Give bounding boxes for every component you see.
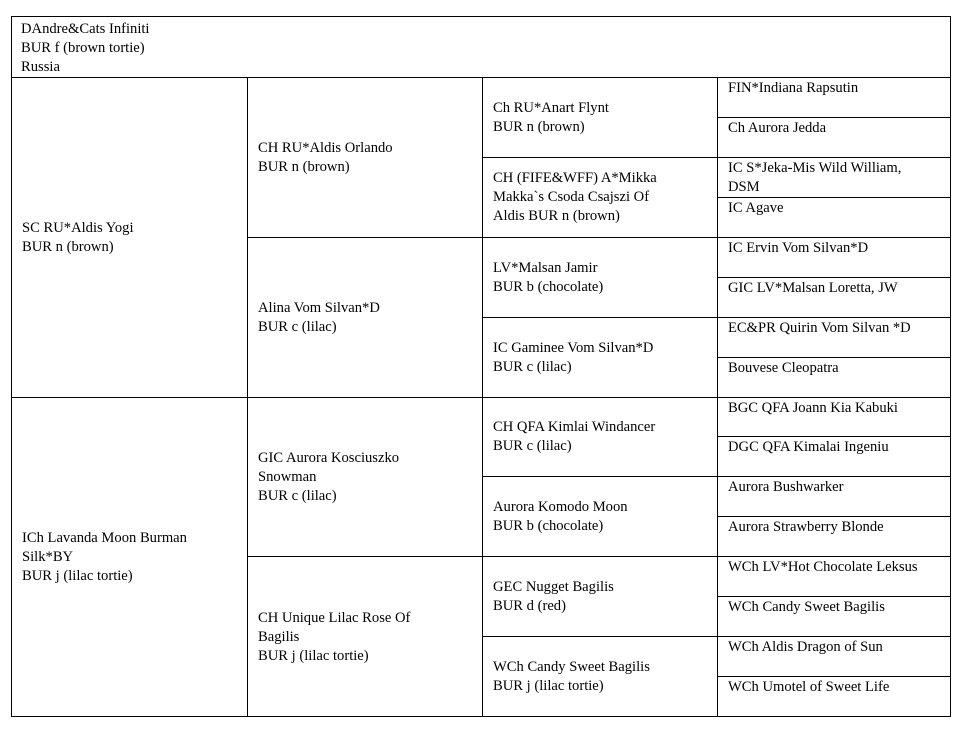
grandparent-line: BUR c (lilac) [258, 487, 337, 504]
subject-cell [11, 16, 951, 77]
great-great-grandparent-line: DGC QFA Kimalai Ingeniu [728, 439, 889, 456]
great-grandparent-line: CH (FIFE&WFF) A*Mikka [493, 170, 657, 187]
great-great-grandparent-line: IC Agave [728, 199, 784, 216]
great-grandparent-line: CH QFA Kimlai Windancer [493, 419, 656, 436]
great-grandparent-line: BUR b (chocolate) [493, 278, 604, 295]
grandparent-line: Snowman [258, 468, 317, 485]
great-great-grandparent-cell [717, 197, 950, 237]
grandparent-line: Bagilis [258, 628, 300, 645]
great-great-grandparent-cell [717, 596, 950, 636]
great-great-grandparent-cell [717, 277, 950, 317]
great-great-grandparent-line: IC S*Jeka-Mis Wild William, [728, 159, 902, 176]
great-grandparent-cell [482, 157, 717, 237]
grandparent-line: CH RU*Aldis Orlando [258, 139, 393, 156]
great-great-grandparent-line: Aurora Bushwarker [728, 479, 844, 496]
grandparent-line: BUR j (lilac tortie) [258, 647, 369, 664]
great-great-grandparent-line: IC Ervin Vom Silvan*D [728, 239, 869, 256]
grandparent-cell [247, 556, 482, 716]
great-great-grandparent-line: Bouvese Cleopatra [728, 359, 839, 376]
great-grandparent-line: BUR c (lilac) [493, 438, 572, 455]
great-grandparent-line: BUR c (lilac) [493, 358, 572, 375]
great-great-grandparent-line: DSM [728, 178, 760, 195]
subject-breed: BUR f (brown tortie) [21, 40, 145, 56]
great-grandparent-line: Aldis BUR n (brown) [493, 208, 620, 225]
parent-line: Silk*BY [22, 548, 74, 565]
great-grandparent-line: BUR d (red) [493, 598, 566, 615]
great-great-grandparent-cell [717, 476, 950, 516]
grandparent-line: Alina Vom Silvan*D [258, 299, 380, 316]
great-great-grandparent-cell [717, 436, 950, 476]
great-grandparent-line: Ch RU*Anart Flynt [493, 99, 609, 116]
great-great-grandparent-line: FIN*Indiana Rapsutin [728, 80, 859, 96]
grandparent-cell [247, 77, 482, 237]
great-great-grandparent-line: WCh Umotel of Sweet Life [728, 679, 890, 696]
great-great-grandparent-cell [717, 157, 950, 197]
great-great-grandparent-line: BGC QFA Joann Kia Kabuki [728, 399, 898, 416]
great-grandparent-cell [482, 556, 717, 636]
parent-line: BUR j (lilac tortie) [22, 567, 133, 584]
great-great-grandparent-line: WCh Aldis Dragon of Sun [728, 639, 883, 656]
great-grandparent-line: GEC Nugget Bagilis [493, 579, 614, 596]
great-great-grandparent-cell [717, 357, 950, 397]
great-great-grandparent-cell [717, 317, 950, 357]
great-grandparent-line: BUR j (lilac tortie) [493, 678, 604, 695]
great-grandparent-cell [482, 476, 717, 556]
grandparent-line: BUR n (brown) [258, 158, 350, 175]
grandparent-line: GIC Aurora Kosciuszko [258, 449, 400, 466]
great-grandparent-cell [482, 636, 717, 716]
great-grandparent-line: LV*Malsan Jamir [493, 259, 598, 276]
great-great-grandparent-line: WCh LV*Hot Chocolate Leksus [728, 559, 918, 576]
great-grandparent-cell [482, 237, 717, 317]
parent-cell [12, 397, 247, 717]
great-great-grandparent-line: Ch Aurora Jedda [728, 119, 827, 136]
great-great-grandparent-cell [717, 237, 950, 277]
parent-line: SC RU*Aldis Yogi [22, 219, 134, 236]
parent-line: BUR n (brown) [22, 238, 114, 255]
great-great-grandparent-line: Aurora Strawberry Blonde [728, 519, 884, 536]
great-great-grandparent-cell [717, 516, 950, 556]
grandparent-cell [247, 397, 482, 557]
great-grandparent-line: WCh Candy Sweet Bagilis [493, 659, 650, 676]
great-great-grandparent-cell [717, 77, 950, 117]
great-great-grandparent-line: EC&PR Quirin Vom Silvan *D [728, 319, 911, 336]
grandparent-line: BUR c (lilac) [258, 318, 337, 335]
grandparent-line: CH Unique Lilac Rose Of [258, 609, 411, 626]
great-grandparent-cell [482, 77, 717, 157]
great-great-grandparent-cell [717, 636, 950, 676]
grandparent-cell [247, 237, 482, 397]
great-great-grandparent-cell [717, 676, 950, 716]
great-great-grandparent-cell [717, 397, 950, 437]
great-great-grandparent-cell [717, 556, 950, 596]
great-grandparent-line: BUR b (chocolate) [493, 518, 604, 535]
subject-country: Russia [21, 59, 60, 75]
great-great-grandparent-line: GIC LV*Malsan Loretta, JW [728, 279, 898, 296]
great-grandparent-cell [482, 317, 717, 397]
great-grandparent-line: IC Gaminee Vom Silvan*D [493, 339, 654, 356]
great-grandparent-line: BUR n (brown) [493, 118, 585, 135]
great-great-grandparent-cell [717, 117, 950, 157]
parent-line: ICh Lavanda Moon Burman [22, 529, 187, 546]
great-grandparent-line: Makka`s Csoda Csajszi Of [493, 189, 650, 206]
great-grandparent-line: Aurora Komodo Moon [493, 499, 628, 516]
parent-cell [12, 77, 247, 397]
great-grandparent-cell [482, 397, 717, 477]
pedigree-table [11, 16, 951, 717]
great-great-grandparent-line: WCh Candy Sweet Bagilis [728, 599, 885, 616]
subject-name: DAndre&Cats Infiniti [21, 21, 150, 37]
